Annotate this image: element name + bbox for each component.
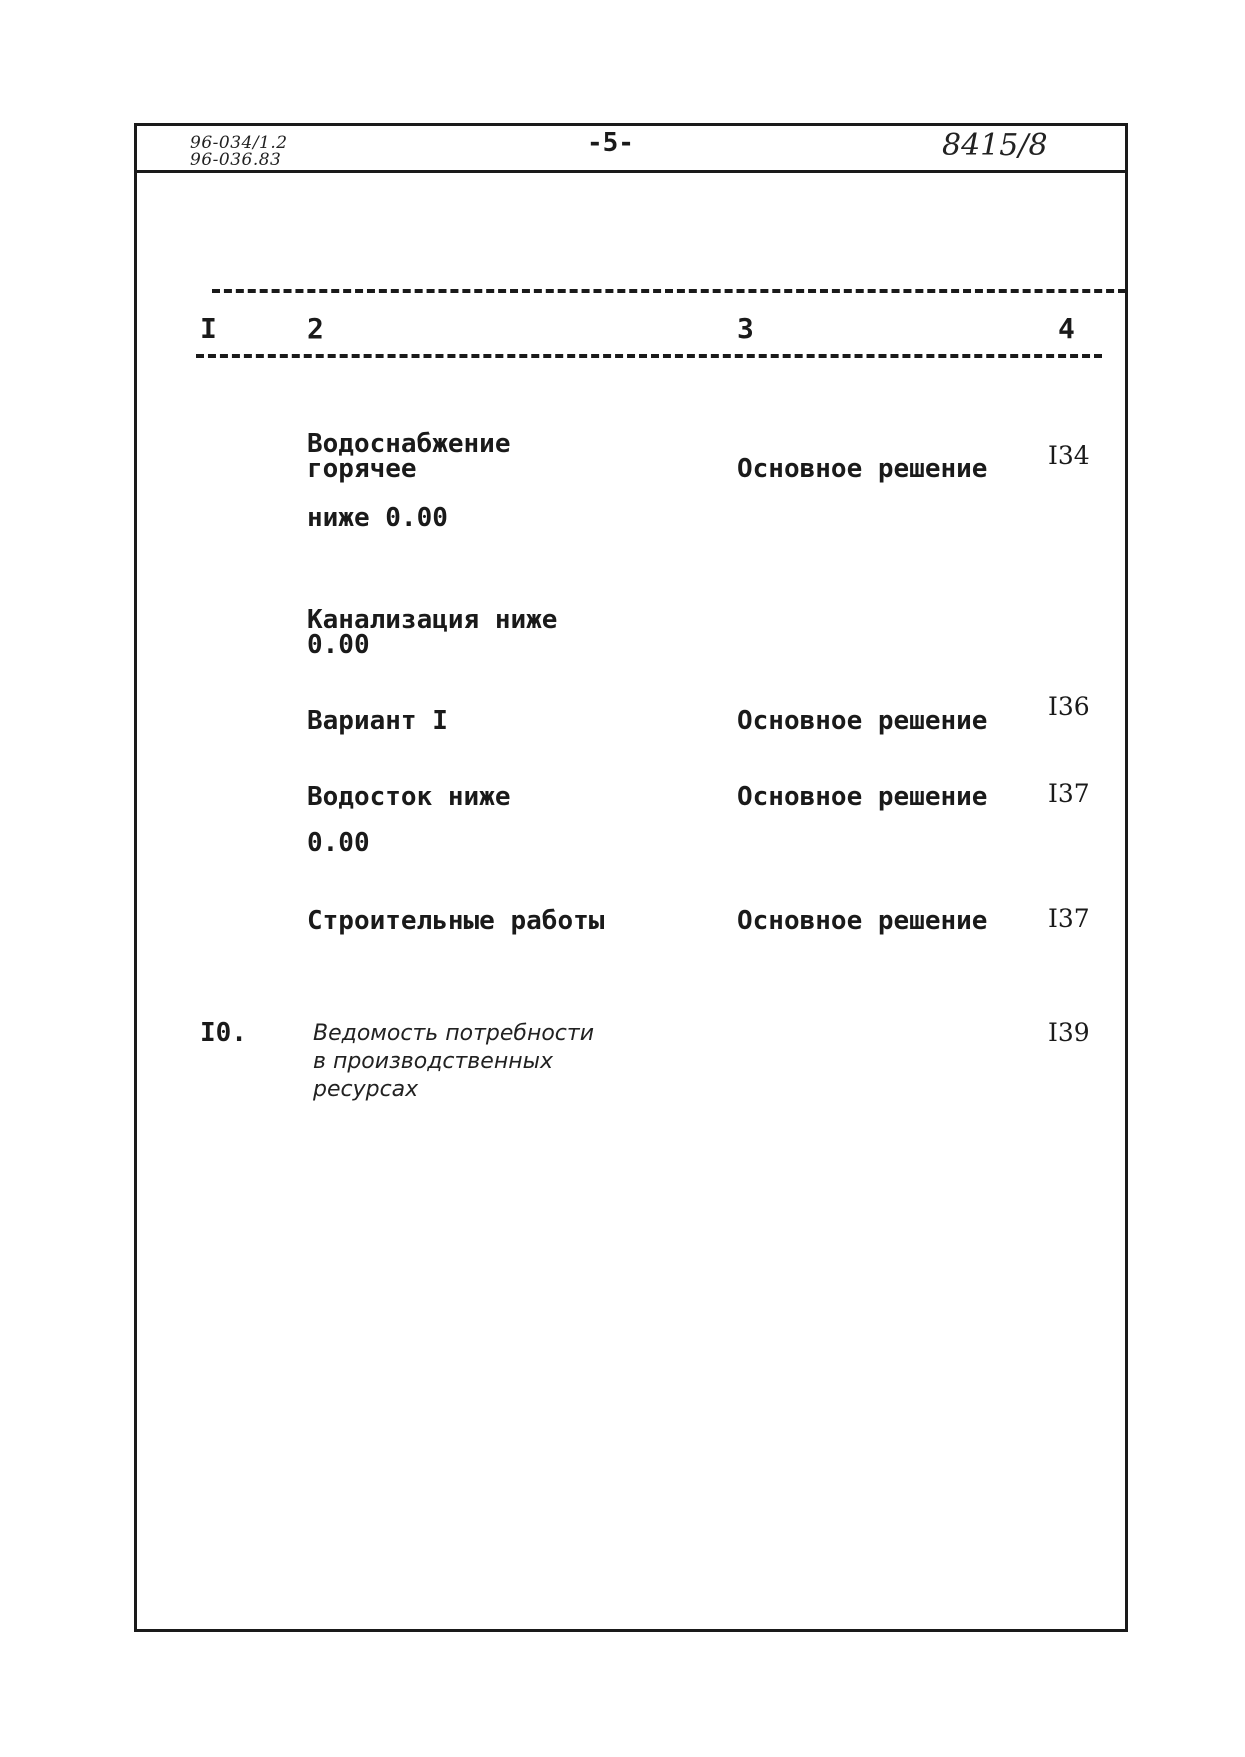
archive-number: 8415/8	[942, 128, 1048, 163]
page-frame	[134, 123, 1128, 1632]
document-code-line2: 96-036.83	[190, 150, 282, 170]
row4-page: I37	[1048, 779, 1090, 808]
row4-name-line2: 0.00	[307, 828, 370, 858]
column-number-1: I	[200, 312, 217, 345]
column-number-3: 3	[737, 312, 754, 345]
row3-name: Вариант I	[307, 706, 448, 736]
section-10-page: I39	[1048, 1018, 1090, 1047]
row3-solution: Основное решение	[737, 706, 988, 736]
column-number-2: 2	[307, 312, 324, 345]
section-10-number: I0.	[200, 1018, 247, 1048]
header-divider	[134, 170, 1128, 173]
table-header-top-rule	[212, 289, 1126, 293]
section-10-title	[313, 1020, 594, 1104]
table-header-bottom-rule	[196, 354, 1102, 358]
row3-page: I36	[1048, 692, 1090, 721]
row1-name-line2: горячее	[307, 454, 417, 484]
document-code-line1: 96-034/1.2	[190, 133, 288, 153]
page-number: -5-	[587, 128, 634, 158]
row1-name-line3: ниже 0.00	[307, 503, 448, 533]
row4-name-line1: Водосток ниже	[307, 782, 511, 812]
row2-name-line2: 0.00	[307, 630, 370, 660]
row1-solution: Основное решение	[737, 454, 988, 484]
row1-page: I34	[1048, 441, 1090, 470]
row5-name: Строительные работы	[307, 906, 605, 936]
row1-name-line1: Водоснабжение	[307, 429, 511, 459]
section-10-title-line1: Ведомость потребности	[313, 1021, 595, 1046]
row4-solution: Основное решение	[737, 782, 988, 812]
row5-page: I37	[1048, 904, 1090, 933]
document-code	[190, 135, 288, 169]
section-10-title-line3: ресурсах	[313, 1077, 419, 1102]
row2-name-line1: Канализация ниже	[307, 605, 558, 635]
section-10-title-line2: в производственных	[313, 1049, 553, 1074]
column-number-4: 4	[1058, 312, 1075, 345]
row5-solution: Основное решение	[737, 906, 988, 936]
